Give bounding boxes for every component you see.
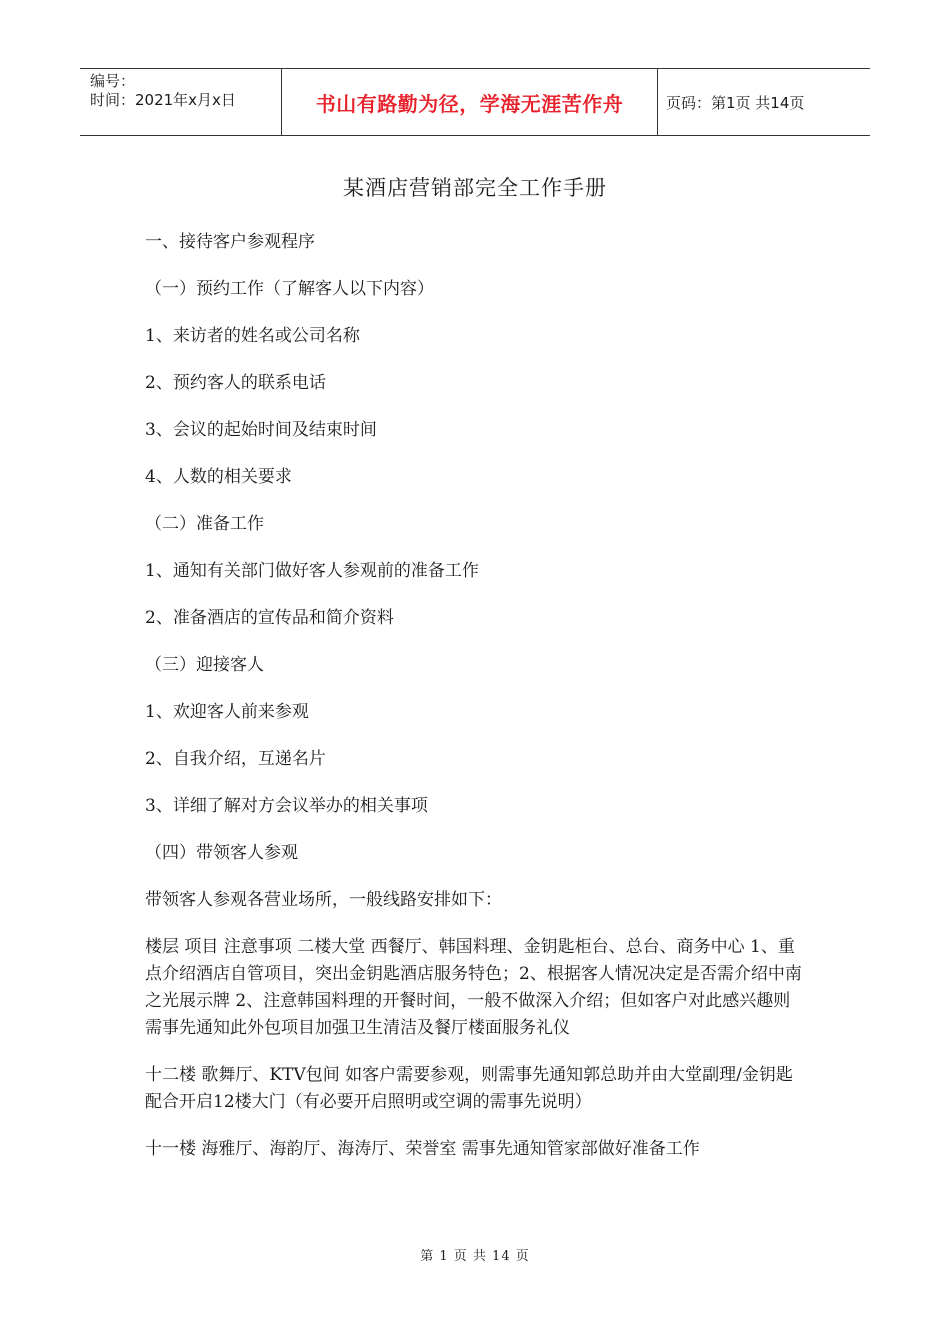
document-number-label: 编号： <box>90 72 136 90</box>
paragraph: （四）带领客人参观 <box>145 843 298 863</box>
paragraph: 1、来访者的姓名或公司名称 <box>145 326 360 346</box>
paragraph: （一）预约工作（了解客人以下内容） <box>145 279 434 299</box>
paragraph: 2、准备酒店的宣传品和简介资料 <box>145 608 394 628</box>
paragraph: （二）准备工作 <box>145 514 264 534</box>
paragraph: 3、会议的起始时间及结束时间 <box>145 420 377 440</box>
header-meta-cell <box>80 69 282 135</box>
paragraph: 十二楼 歌舞厅、KTV包间 如客户需要参观，则需事先通知郭总助并由大堂副理/金钥匙配合开启12楼大门（有必要开启照明或空调的需事先说明） <box>145 1065 793 1112</box>
page-footer: 第 1 页 共 14 页 <box>420 1249 530 1264</box>
paragraph: 2、自我介绍，互递名片 <box>145 749 326 769</box>
paragraph: 十一楼 海雅厅、海韵厅、海涛厅、荣誉室 需事先通知管家部做好准备工作 <box>145 1139 700 1159</box>
paragraph: 4、人数的相关要求 <box>145 467 292 487</box>
header-page-cell <box>658 69 870 135</box>
paragraph: 1、通知有关部门做好客人参观前的准备工作 <box>145 561 479 581</box>
paragraph: 3、详细了解对方会议举办的相关事项 <box>145 796 428 816</box>
header-slogan-cell <box>282 69 658 135</box>
header-page-info: 页码：第1页 共14页 <box>666 93 805 112</box>
header-table <box>80 68 870 136</box>
paragraph: 一、接待客户参观程序 <box>145 232 315 252</box>
paragraph: 楼层 项目 注意事项 二楼大堂 西餐厅、韩国料理、金钥匙柜台、总台、商务中心 1、重点介绍酒店自管项目，突出金钥匙酒店服务特色；2、根据客人情况决定是否需介绍中南之光展示牌 2、注意韩国料理的开餐时间，一般不做深入介绍；但如客户对此感兴趣则需事先通知此外包项目加强卫生清洁及餐厅楼面服务礼仪 <box>145 937 802 1038</box>
document-body <box>145 229 807 1183</box>
paragraph: （三）迎接客人 <box>145 655 264 675</box>
header-slogan: 书山有路勤为径，学海无涯苦作舟 <box>315 91 624 116</box>
document-title: 某酒店营销部完全工作手册 <box>343 176 607 200</box>
paragraph: 带领客人参观各营业场所，一般线路安排如下： <box>145 890 502 910</box>
document-date: 时间：2021年x月x日 <box>90 91 236 109</box>
paragraph: 1、欢迎客人前来参观 <box>145 702 309 722</box>
paragraph: 2、预约客人的联系电话 <box>145 373 326 393</box>
